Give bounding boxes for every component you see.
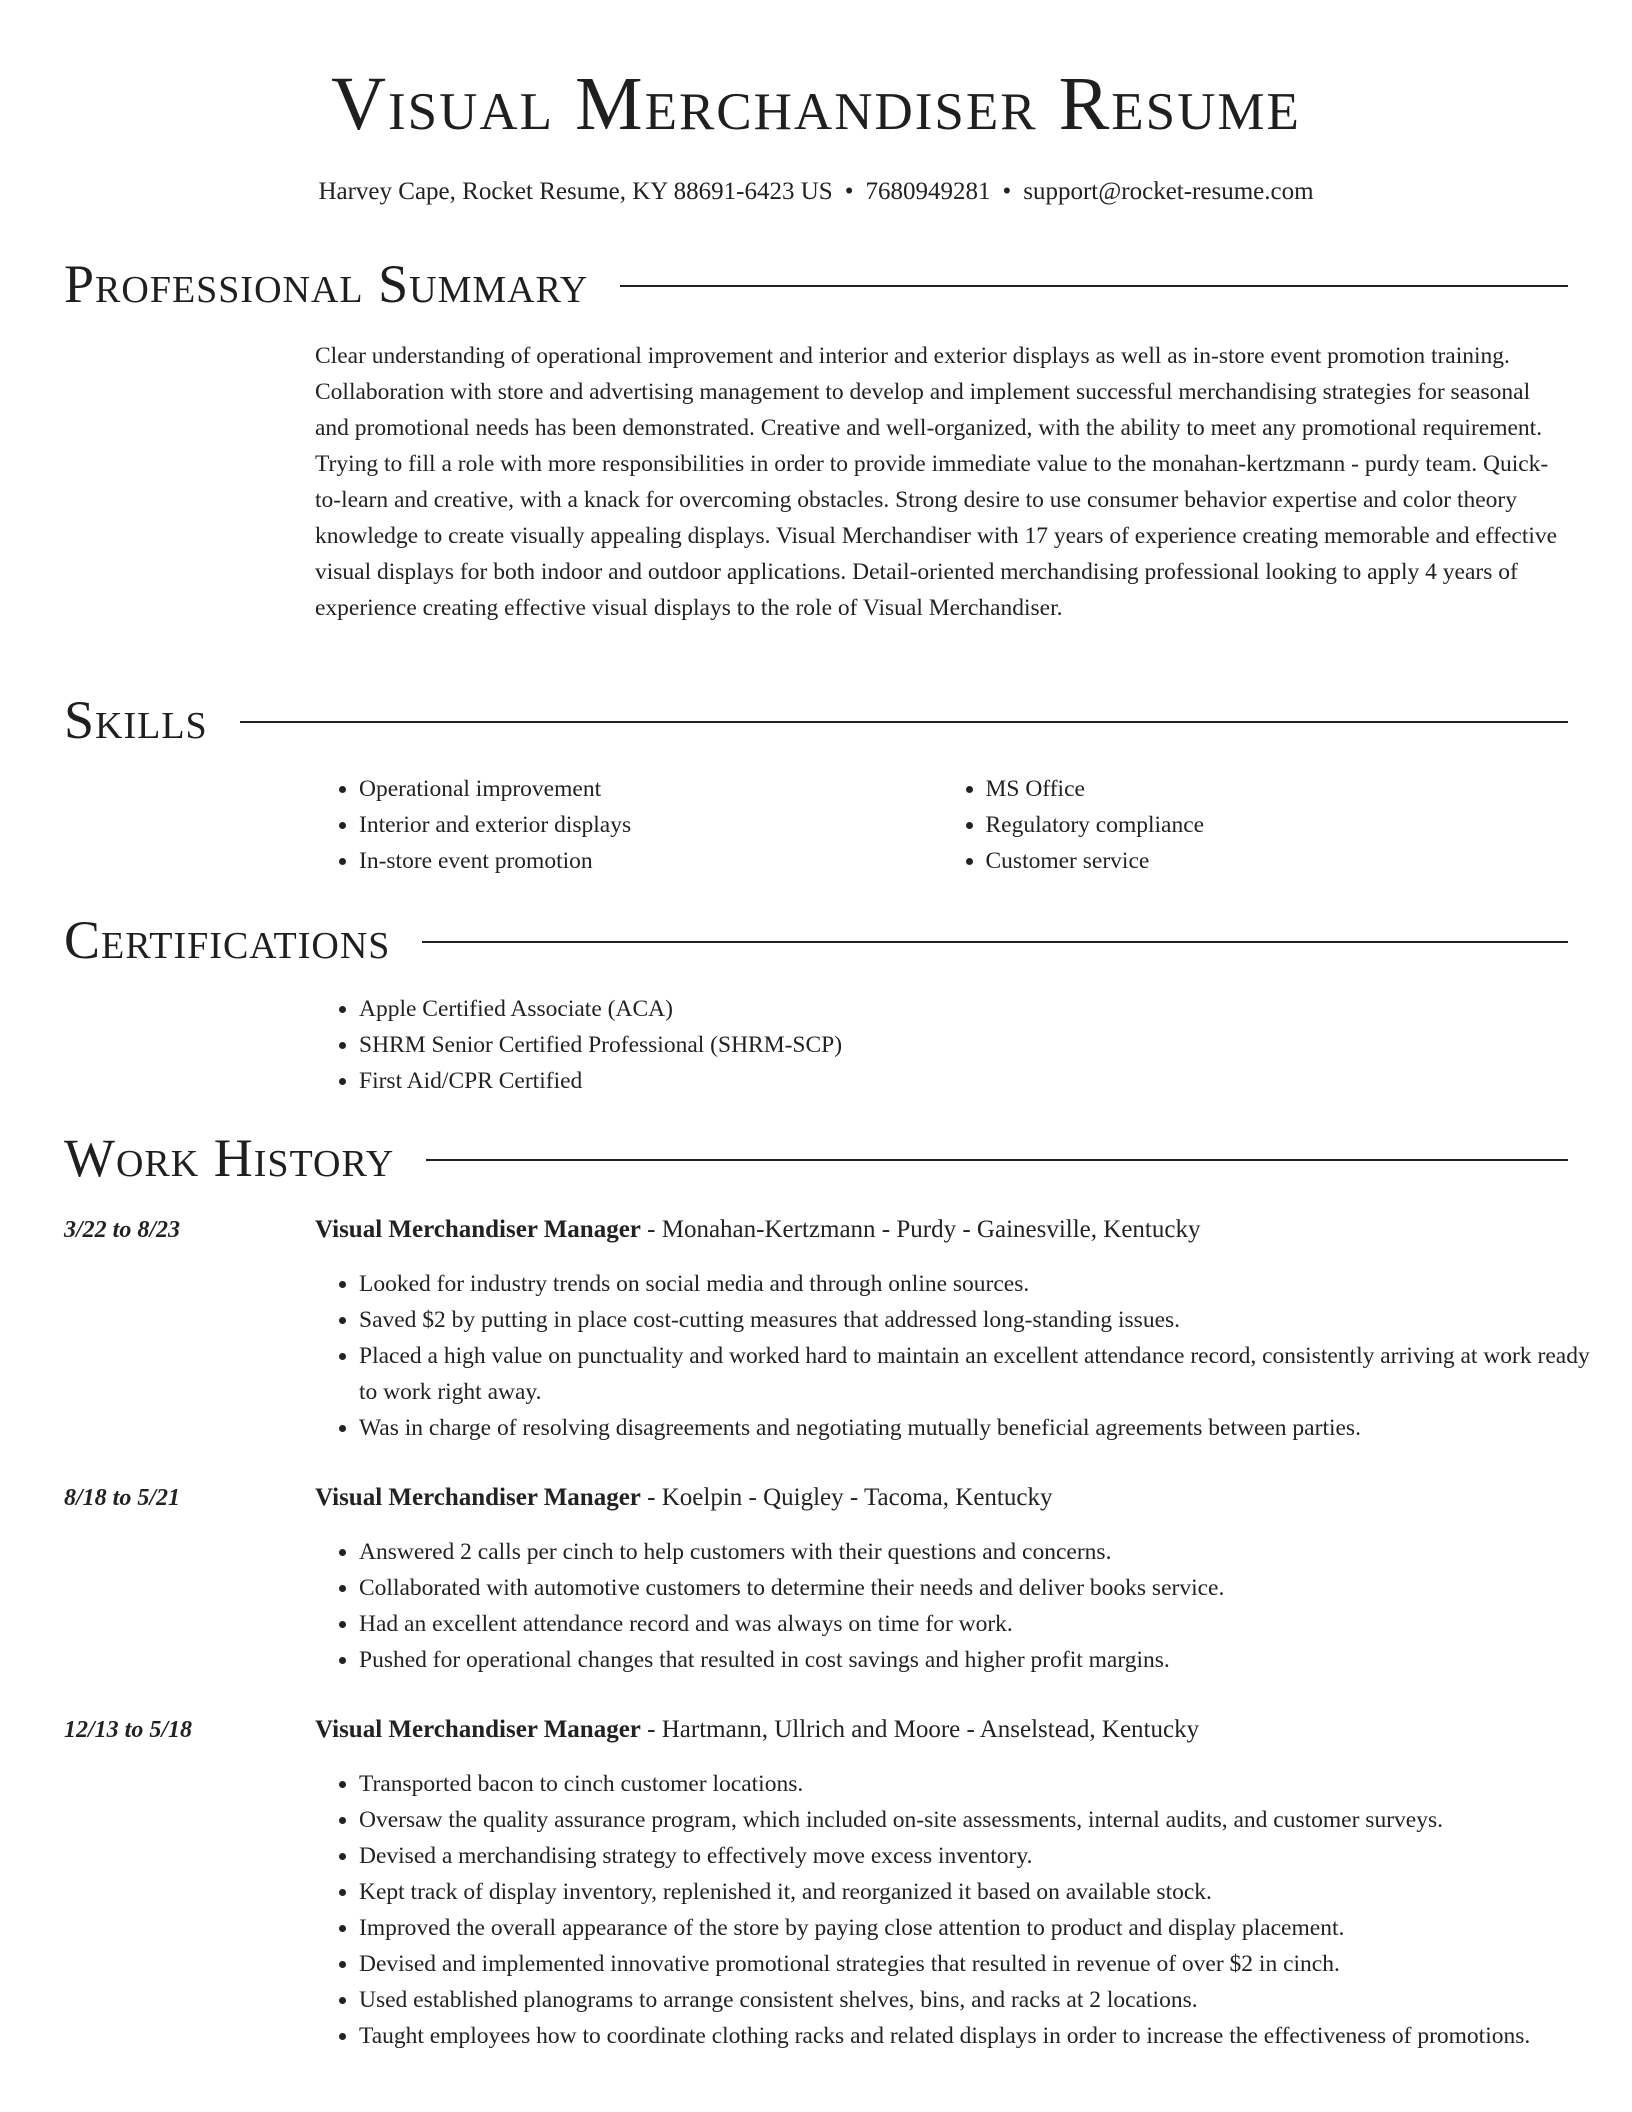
skills-section-header	[64, 688, 1568, 752]
job-bullet: • Pushed for operational changes that resulted in cost savings and higher profit margins.	[359, 1642, 1612, 1678]
job-role: Visual Merchandiser Manager	[315, 1216, 641, 1243]
skill-item: • Interior and exterior displays	[359, 807, 942, 843]
certifications-list	[315, 991, 1568, 1099]
job-company: - Koelpin - Quigley - Tacoma, Kentucky	[640, 1484, 1053, 1511]
contact-separator: •	[844, 178, 854, 205]
contact-email: support@rocket-resume.com	[1023, 178, 1314, 205]
job-bullet: • Devised and implemented innovative promotional strategies that resulted in revenue of over $2 in cinch.	[359, 1946, 1612, 1982]
job-bullet: • Placed a high value on punctuality and worked hard to maintain an excellent attendance record, consistently arriving at work ready to work right away.	[359, 1338, 1612, 1410]
section-divider	[426, 1159, 1568, 1161]
job-bullet: • Looked for industry trends on social media and through online sources.	[359, 1266, 1612, 1302]
job-header	[315, 1480, 1568, 1516]
certifications-heading: Certifications	[64, 910, 391, 970]
job-bullet: • Oversaw the quality assurance program, which included on-site assessments, internal audits, and customer surveys.	[359, 1802, 1612, 1838]
job-bullet: • Was in charge of resolving disagreements and negotiating mutually beneficial agreements between parties.	[359, 1410, 1612, 1446]
job-bullets	[315, 1266, 1612, 1446]
skill-item: • Regulatory compliance	[986, 807, 1569, 843]
job-dates: 3/22 to 8/23	[64, 1217, 181, 1243]
job-bullet: • Answered 2 calls per cinch to help customers with their questions and concerns.	[359, 1534, 1612, 1570]
skills-left-column	[315, 771, 942, 879]
skill-item: • In-store event promotion	[359, 843, 942, 879]
job-company: - Monahan-Kertzmann - Purdy - Gainesville, Kentucky	[640, 1216, 1201, 1243]
certification-item: • SHRM Senior Certified Professional (SHRM-SCP)	[359, 1027, 1568, 1063]
skills-list	[315, 771, 1568, 879]
section-divider	[620, 285, 1568, 287]
job-bullet: • Devised a merchandising strategy to effectively move excess inventory.	[359, 1838, 1612, 1874]
skill-item: • MS Office	[986, 771, 1569, 807]
summary-body	[315, 338, 1568, 626]
job-role: Visual Merchandiser Manager	[315, 1484, 641, 1511]
job-header	[315, 1712, 1568, 1748]
skill-item: • Customer service	[986, 843, 1569, 879]
contact-phone: 7680949281	[865, 178, 991, 205]
job-dates: 12/13 to 5/18	[64, 1717, 193, 1743]
job-bullet: • Kept track of display inventory, replenished it, and reorganized it based on available stock.	[359, 1874, 1612, 1910]
skills-heading: Skills	[64, 690, 208, 750]
job-bullet: • Used established planograms to arrange consistent shelves, bins, and racks at 2 locations.	[359, 1982, 1612, 2018]
section-divider	[240, 721, 1568, 723]
job-bullet: • Improved the overall appearance of the store by paying close attention to product and display placement.	[359, 1910, 1612, 1946]
summary-text: Clear understanding of operational improvement and interior and exterior displays as well as in-store event promotion training. Collaboration with store and advertising management to develop and implement successful merchandising strategies for seasonal and promotional needs has been demonstrated. Creative and well-organized, with the ability to meet any promotional requirement. Trying to fill a role with more responsibilities in order to provide immediate value to the monahan-kertzmann - purdy team. Quick-to-learn and creative, with a knack for overcoming obstacles. Strong desire to use consumer behavior expertise and color theory knowledge to create visually appealing displays. Visual Merchandiser with 17 years of experience creating memorable and effective visual displays for both indoor and outdoor applications. Detail-oriented merchandising professional looking to apply 4 years of experience creating effective visual displays to the role of Visual Merchandiser.	[315, 343, 1558, 621]
certifications-section-header	[64, 908, 1568, 972]
job-company: - Hartmann, Ullrich and Moore - Anselstead, Kentucky	[640, 1716, 1200, 1743]
job-bullet: • Collaborated with automotive customers to determine their needs and deliver books service.	[359, 1570, 1612, 1606]
contact-separator: •	[1002, 178, 1012, 205]
resume-title: Visual Merchandiser Resume	[331, 62, 1301, 146]
job-bullet: • Had an excellent attendance record and was always on time for work.	[359, 1606, 1612, 1642]
job-header	[315, 1212, 1568, 1248]
skills-right-column	[942, 771, 1569, 879]
summary-heading: Professional Summary	[64, 254, 589, 314]
work-section-header	[64, 1126, 1568, 1190]
job-bullets	[315, 1766, 1612, 2054]
job-bullets	[315, 1534, 1612, 1678]
job-bullet: • Taught employees how to coordinate clothing racks and related displays in order to increase the effectiveness of promotions.	[359, 2018, 1612, 2054]
contact-address: Harvey Cape, Rocket Resume, KY 88691-6423 US	[318, 178, 833, 205]
section-divider	[422, 941, 1568, 943]
job-dates: 8/18 to 5/21	[64, 1485, 181, 1511]
work-heading: Work History	[64, 1128, 395, 1188]
job-bullet: • Saved $2 by putting in place cost-cutting measures that addressed long-standing issues.	[359, 1302, 1612, 1338]
summary-section-header	[64, 252, 1568, 316]
job-role: Visual Merchandiser Manager	[315, 1716, 641, 1743]
certifications-items	[315, 991, 1568, 1099]
certification-item: • First Aid/CPR Certified	[359, 1063, 1568, 1099]
skill-item: • Operational improvement	[359, 771, 942, 807]
certification-item: • Apple Certified Associate (ACA)	[359, 991, 1568, 1027]
job-bullet: • Transported bacon to cinch customer locations.	[359, 1766, 1612, 1802]
contact-line	[64, 176, 1568, 208]
